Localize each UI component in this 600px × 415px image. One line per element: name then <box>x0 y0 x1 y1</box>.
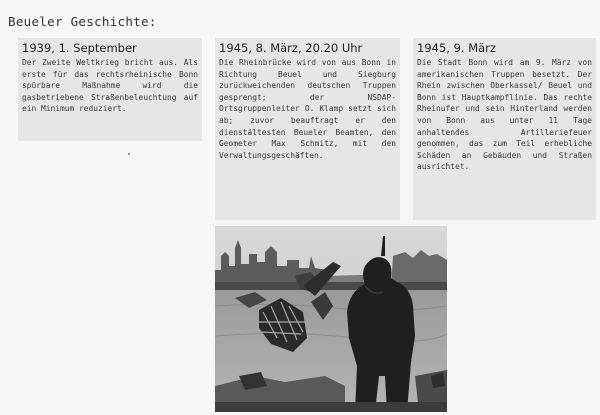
print-speck <box>128 153 130 155</box>
history-entry-1945-march-8 <box>215 38 400 220</box>
destroyed-bridge-photo <box>215 226 447 412</box>
entry-heading: 1939, 1. September <box>22 41 137 55</box>
entry-body: Die Stadt Bonn wird am 9. März von amerikanischen Truppen besetzt. Der Rhein zwischen Oberkassel/ Beuel und Bonn ist Hauptkampflinie. Das rechte Rheinufer und sein Hinterland werden von Bonn aus unter 11 Tage anhaltendes Artilleriefeuer genommen, das zum Teil erhebliche Schäden an Gebäuden und Straßen ausrichtet. <box>417 58 592 172</box>
entry-body: Der Zweite Weltkrieg bricht aus. Als erste für das rechtsrheinische Bonn spürbare Maßnahme wird die gasbetriebene Straßenbeleuchtung auf ein Minimum reduziert. <box>22 58 198 114</box>
entry-heading: 1945, 8. März, 20.20 Uhr <box>219 41 363 55</box>
destroyed-bridge-photo-icon <box>215 226 447 412</box>
page-title: Beueler Geschichte: <box>8 14 157 29</box>
history-entry-1939 <box>18 38 202 141</box>
history-entry-1945-march-9 <box>413 38 596 220</box>
entry-heading: 1945, 9. März <box>417 41 496 55</box>
entry-body: Die Rheinbrücke wird von aus Bonn in Richtung Beuel und Siegburg zurückweichenden deutschen Truppen gesprengt; der NSDAP-Ortsgruppenleiter O. Klamp setzt sich ab; zuvor beauftragt er den dienstältesten Beueler Beamten, den Geometer Max Schmitz, mit den Verwaltungsgeschäften. <box>219 58 396 160</box>
